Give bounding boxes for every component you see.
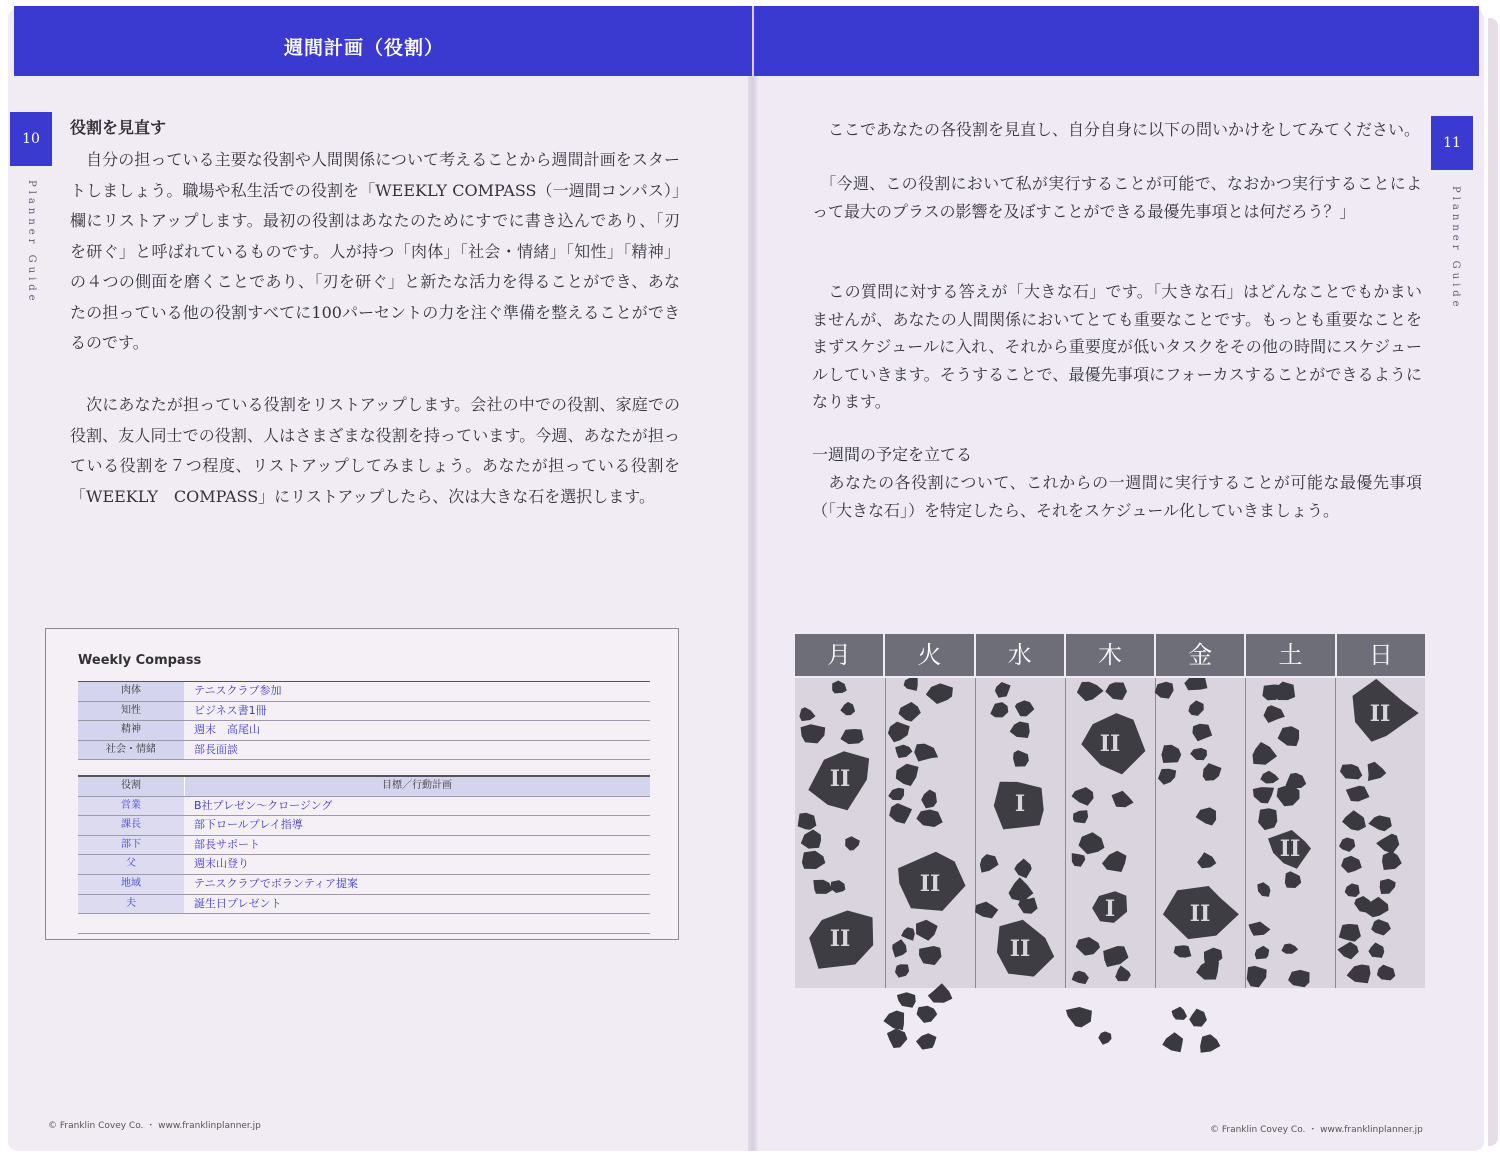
rocks-illustration <box>795 678 1435 1068</box>
day-tue: 火 <box>885 634 975 676</box>
right-paragraph-4: あなたの各役割について、これからの一週間に実行することが可能な最優先事項（「大きな石」）を特定したら、それをスケジュール化していきましょう。 <box>812 473 1422 520</box>
weekly-compass-table <box>45 628 679 940</box>
big-rock-label: I <box>1014 791 1026 817</box>
spine <box>748 6 758 1151</box>
page-edge <box>1488 18 1498 1146</box>
table-row: 肉体 テニスクラブ参加 <box>78 682 650 702</box>
goal-column-header: 目標／行動計画 <box>382 780 452 791</box>
big-rock-label: I <box>1104 896 1116 922</box>
left-paragraph-2: 次にあなたが担っている役割をリストアップします。会社の中での役割、家庭での役割、友人同士での役割、人はさまざまな役割を持っています。今週、あなたが担っている役割を７つ程度、リストアップしてみましょう。あなたが担っている役割を「WEEKLY COMPASS」にリストアップしたら、次は大きな石を選択します。 <box>70 395 680 506</box>
big-rock-label: II <box>1279 836 1301 862</box>
right-paragraph-3: この質問に対する答えが「大きな石」です。「大きな石」はどんなことでもかまいませんが、あなたの人間関係においてとても重要なことです。もっとも重要なことをまずスケジュールに入れ、それから重要度が低いタスクをその他の時間にスケジュールしていきます。そうすることで、最優先事項にフォーカスすることができるようになります。 <box>812 282 1422 411</box>
table-row: 精神 週末 高尾山 <box>78 721 650 741</box>
table-row: 課長 部下ロールプレイ指導 <box>78 816 650 836</box>
side-label-right: Planner Guide <box>1450 186 1461 311</box>
day-header <box>795 634 1425 676</box>
right-paragraph-2: 「今週、この役割において私が実行することが可能で、なおかつ実行することによって最大のプラスの影響を及ぼすことができる最優先事項とは何だろう？」 <box>812 174 1422 221</box>
weekly-compass-title: Weekly Compass <box>78 653 202 668</box>
day-sun: 日 <box>1337 634 1425 676</box>
big-rock-label: II <box>1189 901 1211 927</box>
big-rock-label: II <box>1369 701 1391 727</box>
table-row: 部下 部長サポート <box>78 836 650 856</box>
big-rock-label: II <box>1099 731 1121 757</box>
day-wed: 水 <box>976 634 1066 676</box>
big-rock-label: II <box>1009 936 1031 962</box>
section-heading-roles: 役割を見直す <box>70 118 167 137</box>
table-row: 父 週末山登り <box>78 855 650 875</box>
table-row: 地域 テニスクラブでボランティア提案 <box>78 875 650 895</box>
header-band-left <box>14 6 752 76</box>
big-rock-label: II <box>829 766 851 792</box>
table-row: 社会・情緒 部長面談 <box>78 741 650 761</box>
section-heading-week: 一週間の予定を立てる <box>812 445 973 464</box>
day-thu: 木 <box>1066 634 1156 676</box>
big-rock-label: II <box>829 926 851 952</box>
footer-right: © Franklin Covey Co. ・ www.franklinplanner.jp <box>1210 1125 1423 1135</box>
table-row: 営業 B社プレゼン～クロージング <box>78 797 650 817</box>
day-fri: 金 <box>1156 634 1246 676</box>
role-column-header: 役割 <box>78 777 185 796</box>
sharpen-saw-rows <box>78 681 650 760</box>
table-row: 知性 ビジネス書1冊 <box>78 702 650 722</box>
table-row <box>78 914 650 934</box>
header-band-right <box>754 6 1479 76</box>
roles-header-row <box>78 775 650 797</box>
side-label-left: Planner Guide <box>26 180 37 305</box>
big-rock-label: II <box>919 871 941 897</box>
right-paragraph-1: ここであなたの各役割を見直し、自分自身に以下の問いかけをしてみてください。 <box>812 120 1421 139</box>
table-row: 夫 誕生日プレゼント <box>78 895 650 915</box>
left-paragraph-1: 自分の担っている主要な役割や人間関係について考えることから週間計画をスタートしましょう。職場や私生活での役割を「WEEKLY COMPASS（一週間コンパス）」欄にリストアップします。最初の役割はあなたのためにすでに書き込んであり、「刃を研ぐ」と呼ばれているものです。人が持つ「肉体」「社会・情緒」「知性」「精神」の４つの側面を磨くことであり、「刃を研ぐ」と新たな活力を得ることができ、あなたの担っている他の役割すべてに100パーセントの力を注ぐ準備を整えることができるのです。 <box>70 150 680 352</box>
day-mon: 月 <box>795 634 885 676</box>
footer-left: © Franklin Covey Co. ・ www.franklinplanner.jp <box>48 1121 261 1131</box>
day-sat: 土 <box>1246 634 1336 676</box>
roles-rows <box>78 775 650 934</box>
page-number-left: 10 <box>10 112 52 166</box>
page-title: 週間計画（役割） <box>284 37 445 59</box>
page-number-right: 11 <box>1431 116 1473 170</box>
